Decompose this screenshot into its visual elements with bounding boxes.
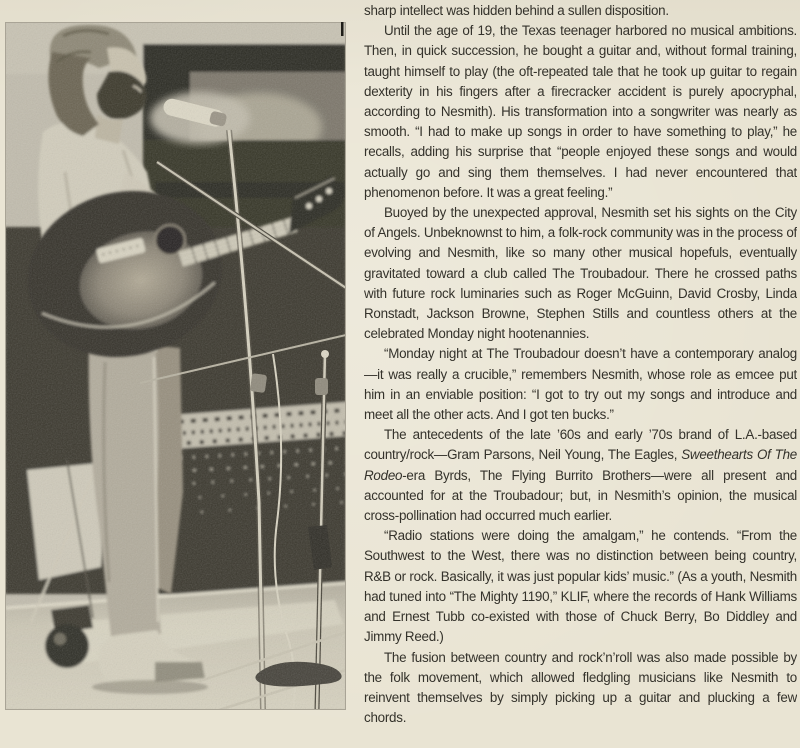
paragraph-text: sharp intellect was hidden behind a sullen disposition. [364,3,669,18]
paragraph-text: The fusion between country and rock’n’roll was also made possible by the folk movement, which allowed fledgling musicians like Nesmith to reinvent themselves by simply picking up a guitar and plucking a few chords. [364,649,797,726]
article-paragraph-2 [364,21,797,203]
article-paragraph-5 [364,425,797,526]
performer-photo-art [5,22,346,710]
paragraph-text: Buoyed by the unexpected approval, Nesmith set his sights on the City of Angels. Unbeknownst to him, a folk-rock community was in the process of evolving and Nesmith, like so many other musical hopefuls, eventually gravitated toward a club called The Troubadour. There he crossed paths with future rock luminaries such as Roger McGuinn, David Crosby, Linda Ronstadt, Jackson Browne, Stephen Stills and countless others at the celebrated Monday night hootenannies. [364,205,797,342]
article-text-column [364,1,797,747]
paragraph-text: -era Byrds, The Flying Burrito Brothers—were all present and accounted for at the Troubadour; but, in Nesmith’s opinion, the musical cross-pollination had occurred much earlier. [364,467,797,524]
paragraph-text: “Monday night at The Troubadour doesn’t have a contemporary analog—it was really a crucible,” remembers Nesmith, whose role as emcee put him in an enviable position: “I got to try out my songs and introduce and meet all the other acts. And I got ten bucks.” [364,346,797,423]
article-paragraph-4 [364,344,797,425]
paragraph-text: Until the age of 19, the Texas teenager harbored no musical ambitions. Then, in quick succession, he bought a guitar and, without formal training, taught himself to play (the oft-repeated tale that he took up guitar to regain dexterity in his fingers after a firecracker accident is purely apocryphal, according to Nesmith). His transformation into a songwriter was nearly as smooth. “I had to make up songs in order to have something to play,” he recalls, adding his surprise that “people enjoyed these songs and would actually go and sing them themselves. I had never encountered that phenomenon before. It was a great feeling.” [364,23,797,200]
paragraph-text: “Radio stations were doing the amalgam,” he contends. “From the Southwest to the West, there was no distinction between being country, R&B or rock. Basically, it was just popular kids’ music.” (As a youth, Nesmith had tuned into “The Mighty 1190,” KLIF, where the records of Hank Williams and Ernest Tubb co-existed with those of Chuck Berry, Bo Diddley and Jimmy Reed.) [364,528,797,645]
performer-photo [5,22,346,710]
paragraph-text: The antecedents of the late ’60s and early ’70s brand of L.A.-based country/rock—Gram Parsons, Neil Young, The Eagles, [364,427,797,463]
album-title-italic: Sweethearts Of The Rodeo [364,447,797,483]
article-paragraph-7 [364,648,797,729]
article-paragraph-3 [364,203,797,344]
article-paragraph-6 [364,526,797,647]
article-paragraph-1 [364,1,797,21]
